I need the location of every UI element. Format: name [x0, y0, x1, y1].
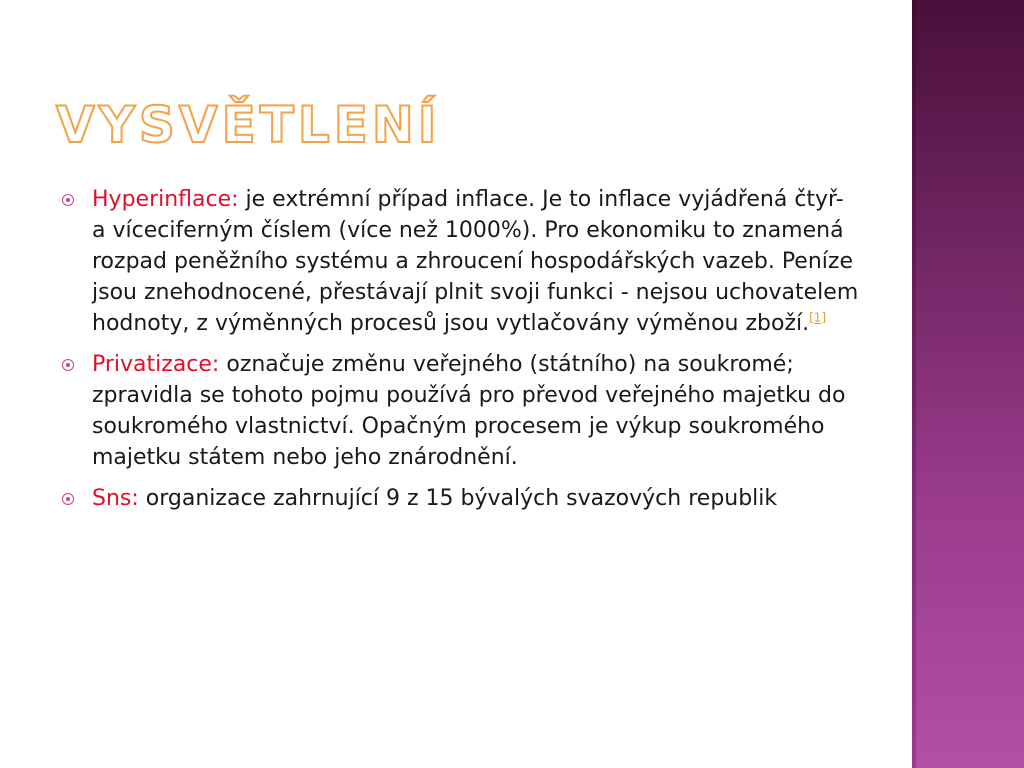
list-item-sns [60, 483, 860, 514]
term-label: Hyperinflace: [92, 187, 239, 212]
sidebar-edge [912, 0, 916, 768]
definition-text: je extrémní případ inflace. Je to inflace vyjádřená čtyř- a víceciferným číslem (více než 1000%). Pro ekonomiku to znamená rozpad peněžního systému a zhroucení hospodářských vazeb. Peníze jsou znehodnocené, přestávají plnit svoji funkci - nejsou uchovatelem hodnoty, z výměnných procesů jsou vytlačovány výměnou zboží. [92, 187, 859, 336]
circle-dot-bullet-icon [62, 194, 74, 206]
term-label: Sns: [92, 486, 139, 511]
list-item-hyperinflace [60, 184, 860, 339]
bullet-list [60, 184, 860, 524]
term-label: Privatizace: [92, 352, 220, 377]
definition-text: označuje změnu veřejného (státního) na soukromé; zpravidla se tohoto pojmu používá pro převod veřejného majetku do soukromého vlastnictví. Opačným procesem je výkup soukromého majetku státem nebo jeho znárodnění. [92, 352, 846, 470]
definition-text: organizace zahrnující 9 z 15 bývalých svazových republik [138, 486, 778, 511]
list-item-privatizace [60, 349, 860, 473]
slide-title: VYSVĚTLENÍ [56, 96, 441, 154]
decorative-sidebar [912, 0, 1024, 768]
circle-dot-bullet-icon [62, 359, 74, 371]
footnote-reference-link[interactable]: [1] [809, 310, 827, 325]
circle-dot-bullet-icon [62, 493, 74, 505]
